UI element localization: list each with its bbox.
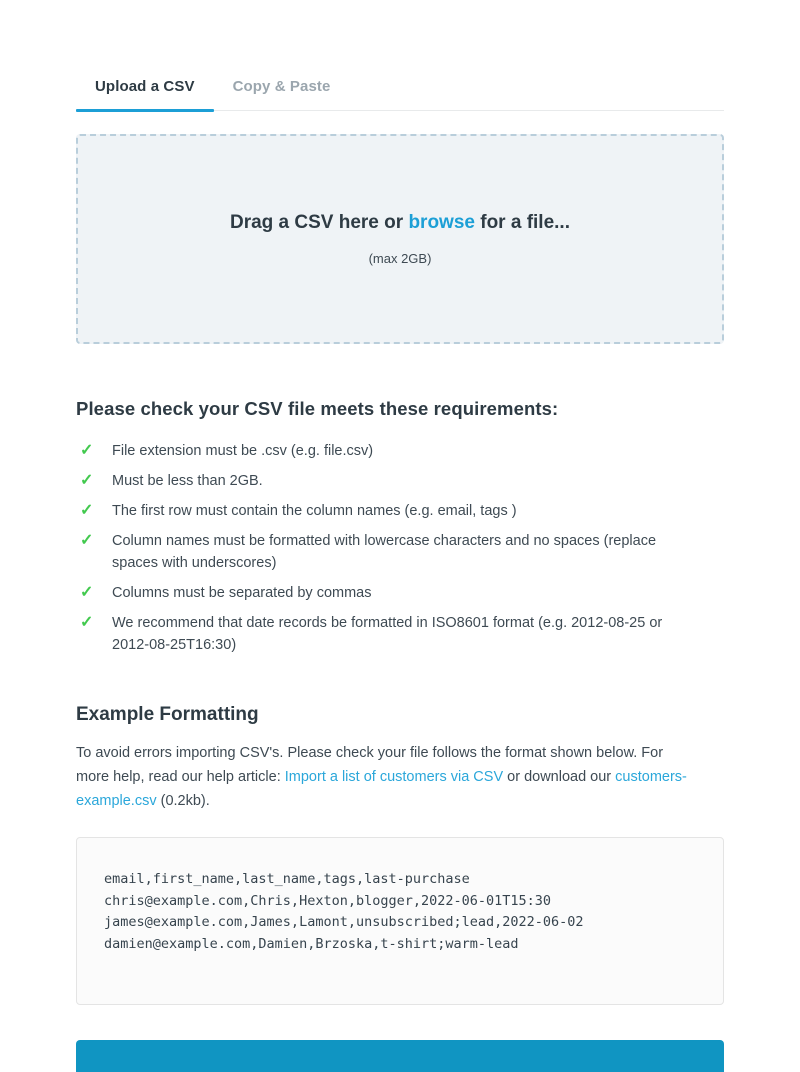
list-item	[76, 470, 724, 492]
example-intro-paragraph	[76, 741, 698, 813]
import-tabs	[76, 68, 724, 111]
intro-text-2: or download our	[503, 769, 616, 785]
requirements-list	[76, 440, 724, 656]
code-line: james@example.com,James,Lamont,unsubscribed;lead,2022-06-02	[104, 914, 584, 930]
tab-upload-csv[interactable]: Upload a CSV	[76, 68, 214, 110]
max-size-note: (max 2GB)	[368, 251, 432, 266]
dropzone-text-after: for a file...	[474, 212, 570, 233]
requirement-text: Columns must be separated by commas	[112, 585, 372, 601]
list-item	[76, 440, 724, 462]
browse-link[interactable]: browse	[408, 212, 475, 233]
dropzone-text-before: Drag a CSV here or	[229, 212, 409, 233]
intro-text-1: To avoid errors importing CSV's. Please check your file follows the format shown below. For more help, read our help article:	[76, 745, 664, 785]
dropzone-instruction	[230, 212, 570, 234]
tab-copy-paste[interactable]: Copy & Paste	[232, 78, 331, 95]
requirements-heading: Please check your CSV file meets these requirements:	[76, 398, 559, 419]
help-article-link[interactable]: Import a list of customers via CSV	[284, 769, 504, 785]
list-item	[76, 500, 724, 522]
code-line: email,first_name,last_name,tags,last-purchase	[104, 871, 470, 887]
check-icon: ✓	[80, 614, 94, 631]
list-item	[76, 582, 724, 604]
requirement-text: The first row must contain the column names (e.g. email, tags )	[112, 503, 517, 519]
code-line: chris@example.com,Chris,Hexton,blogger,2022-06-01T15:30	[104, 892, 552, 909]
example-csv-download-link[interactable]: customers-example.csv	[76, 769, 687, 809]
list-item	[76, 612, 724, 656]
csv-example-code-block	[76, 837, 724, 1005]
example-formatting-heading: Example Formatting	[76, 704, 259, 725]
intro-text-3: (0.2kb).	[156, 793, 210, 809]
check-icon: ✓	[80, 584, 94, 601]
check-icon: ✓	[80, 472, 94, 489]
csv-dropzone[interactable]	[76, 134, 724, 344]
check-icon: ✓	[80, 502, 94, 519]
import-panel	[76, 0, 724, 1005]
requirement-text: We recommend that date records be formatted in ISO8601 format (e.g. 2012-08-25 or 2012-08-25T16:30)	[112, 615, 663, 653]
check-icon: ✓	[80, 532, 94, 549]
requirement-text: File extension must be .csv (e.g. file.csv)	[112, 443, 374, 459]
code-line: damien@example.com,Damien,Brzoska,t-shirt;warm-lead	[104, 935, 519, 952]
requirement-text: Column names must be formatted with lowercase characters and no spaces (replace spaces with underscores)	[112, 533, 657, 571]
requirement-text: Must be less than 2GB.	[112, 473, 263, 489]
list-item	[76, 530, 724, 574]
bottom-action-bar[interactable]	[76, 1040, 724, 1072]
check-icon: ✓	[80, 442, 94, 459]
